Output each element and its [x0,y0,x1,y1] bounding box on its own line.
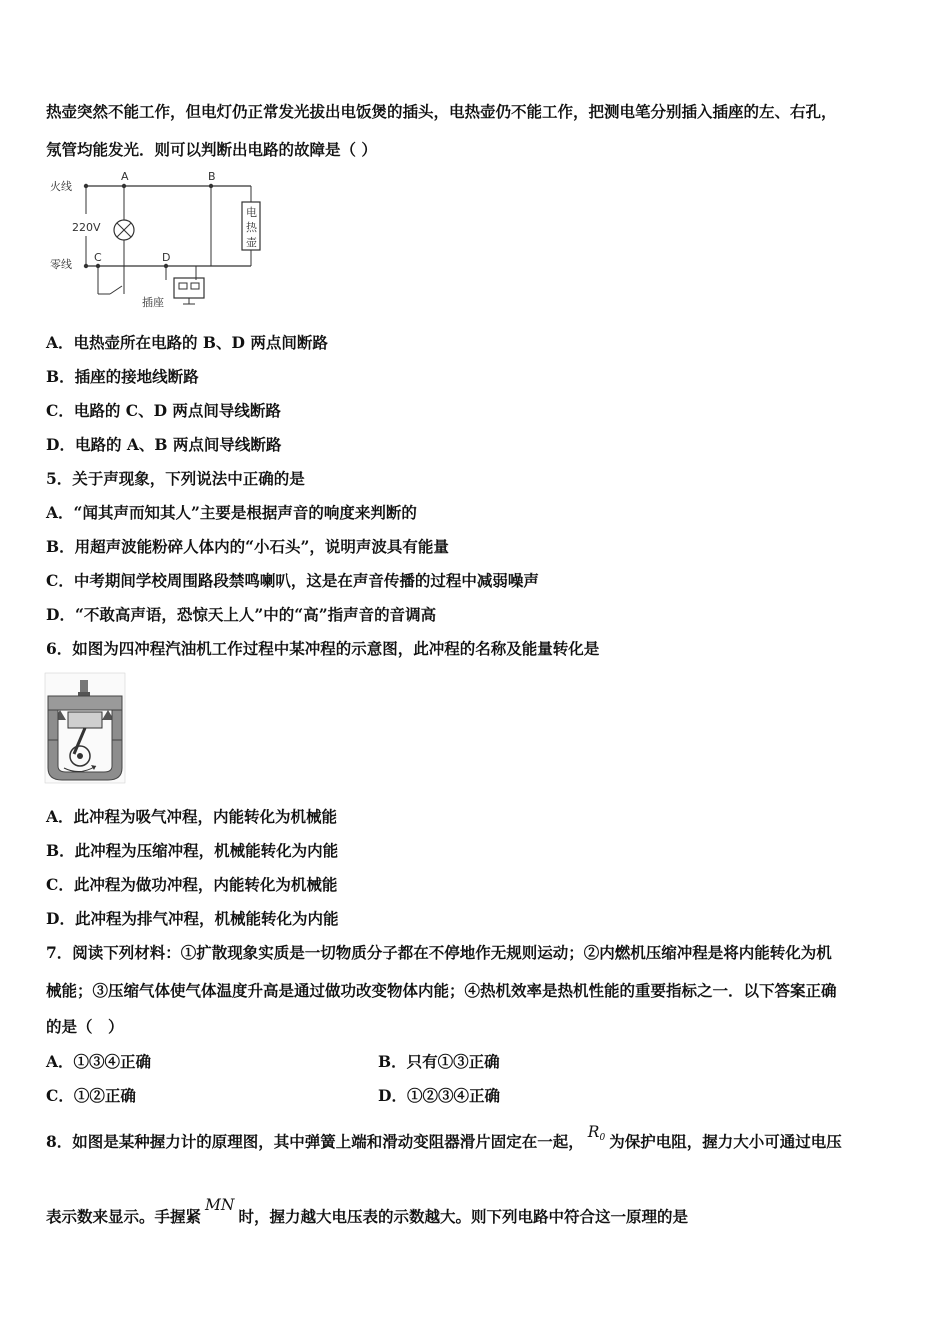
spark-plug-icon [80,680,88,694]
point-c-label: C [94,251,102,264]
neutral-wire-label: 零线 [50,258,72,271]
q5-option-b: B．用超声波能粉碎人体内的“小石头”，说明声波具有能量 [46,537,449,556]
q7-stem-line2: 械能；③压缩气体使气体温度升高是通过做功改变物体内能；④热机效率是热机性能的重要指标之一．以下答案正确 [46,981,837,1000]
voltage-label: 220V [72,221,101,234]
switch-icon [110,286,122,294]
mn-symbol: MN [205,1196,235,1214]
q7-option-c: C．①②正确 [46,1086,136,1105]
piston-icon [68,712,102,728]
r0-symbol [588,1122,605,1141]
q8-stem-part1: 8．如图是某种握力计的原理图，其中弹簧上端和滑动变阻器滑片固定在一起， [46,1132,584,1151]
point-a-label: A [121,170,129,183]
engine-diagram [44,672,126,784]
q6-stem: 6．如图为四冲程汽油机工作过程中某冲程的示意图，此冲程的名称及能量转化是 [46,639,600,658]
point-d-label: D [162,251,171,264]
q6-option-c: C．此冲程为做功冲程，内能转化为机械能 [46,875,338,894]
q5-option-d: D．“不敢高声语，恐惊天上人”中的“高”指声音的音调高 [46,605,437,624]
socket-label: 插座 [142,296,164,309]
kettle-label-2: 热 [246,221,257,234]
kettle-label-3: 壶 [246,236,257,249]
q7-stem-line1: 7．阅读下列材料：①扩散现象实质是一切物质分子都在不停地作无规则运动；②内燃机压缩冲程是将内能转化为机 [46,943,832,962]
q8-stem-line2 [46,1196,688,1227]
q6-option-d: D．此冲程为排气冲程，机械能转化为内能 [46,909,339,928]
q8-stem-line1 [46,1123,842,1158]
q7-stem-line3: 的是（ ） [46,1017,124,1036]
q7-option-b: B．只有①③正确 [378,1052,500,1071]
r0-sub: 0 [599,1133,606,1143]
q4-stem-line1: 热壶突然不能工作，但电灯仍正常发光拔出电饭煲的插头，电热壶仍不能工作，把测电笔分别插入插座的左、右孔， [46,102,837,121]
point-b-label: B [208,170,216,183]
q5-option-a: A．“闻其声而知其人”主要是根据声音的响度来判断的 [46,503,417,522]
circuit-diagram [46,170,276,310]
kettle-label-1: 电 [246,206,257,219]
q4-stem-line2: 氖管均能发光．则可以判断出电路的故障是（ ） [46,140,377,159]
q4-option-a: A．电热壶所在电路的 B、D 两点间断路 [46,333,328,352]
q7-option-a: A．①③④正确 [46,1052,152,1071]
q6-option-a: A．此冲程为吸气冲程，内能转化为机械能 [46,807,338,826]
q6-option-b: B．此冲程为压缩冲程，机械能转化为内能 [46,841,339,860]
q5-option-c: C．中考期间学校周围路段禁鸣喇叭，这是在声音传播的过程中减弱噪声 [46,571,539,590]
q8-line2-part1: 表示数来显示。手握紧 [46,1207,202,1226]
q5-stem: 5．关于声现象，下列说法中正确的是 [46,469,305,488]
q4-option-d: D．电路的 A、B 两点间导线断路 [46,435,282,454]
q4-option-b: B．插座的接地线断路 [46,367,199,386]
q4-option-c: C．电路的 C、D 两点间导线断路 [46,401,281,420]
q8-line2-part2: 时，握力越大电压表的示数越大。则下列电路中符合这一原理的是 [238,1207,688,1226]
q8-stem-part2: 为保护电阻，握力大小可通过电压 [609,1132,842,1151]
q7-option-d: D．①②③④正确 [378,1086,500,1105]
live-wire-label: 火线 [50,180,72,193]
r0-main: R [587,1123,600,1141]
